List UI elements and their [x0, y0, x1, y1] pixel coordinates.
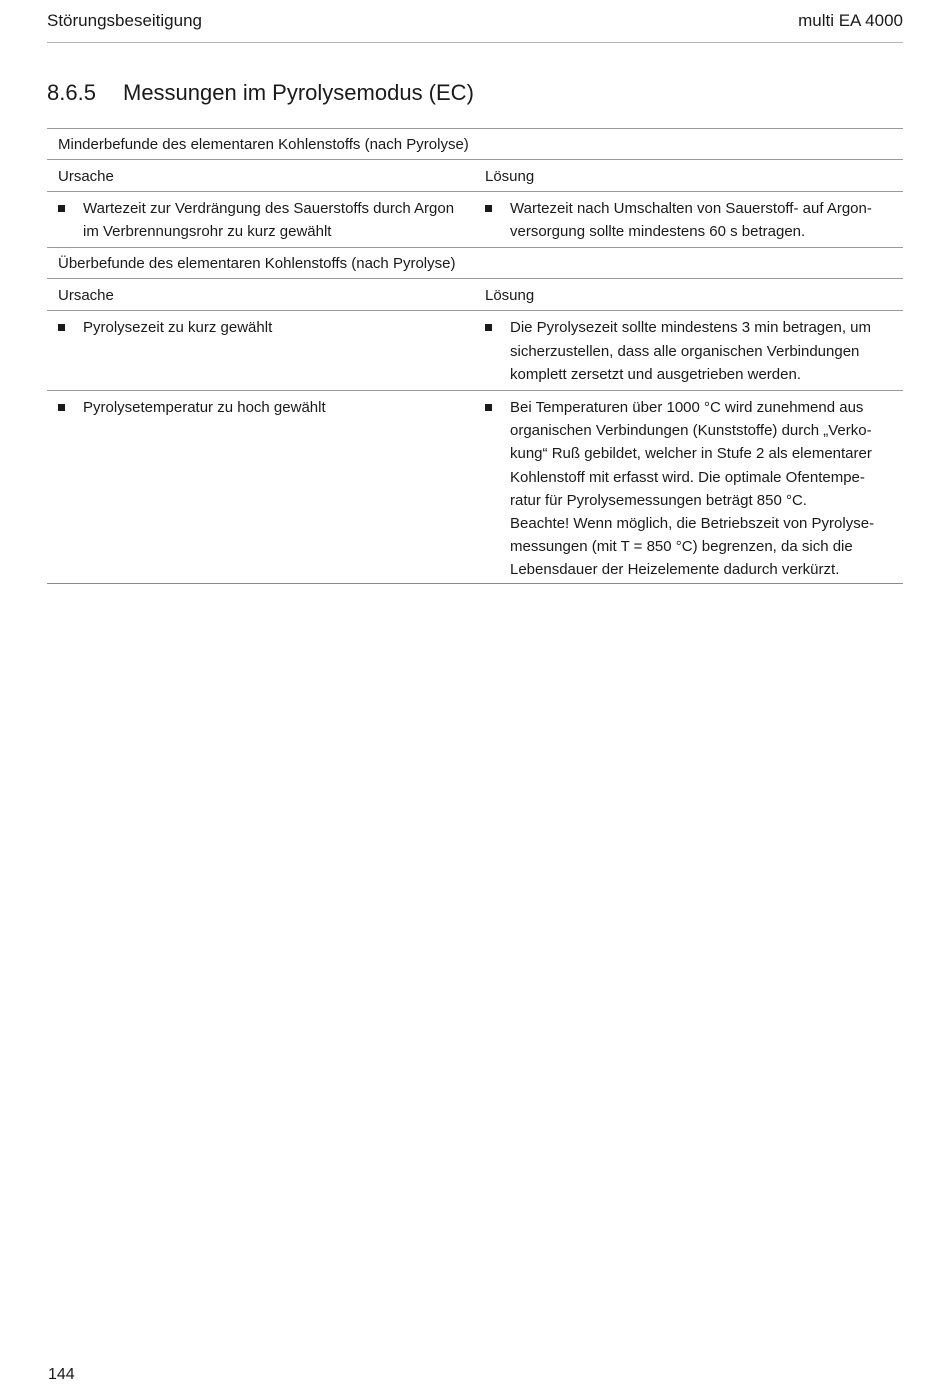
- text-line: Wartezeit nach Umschalten von Sauerstoff- auf Argon-: [510, 200, 872, 217]
- column-header-solution: Lösung: [485, 287, 535, 305]
- solution-cell: [474, 396, 903, 582]
- column-header-cause: Ursache: [58, 168, 114, 185]
- cause-cell: [47, 396, 474, 582]
- text-line: Wartezeit zur Verdrängung des Sauerstoffs durch Argon: [83, 200, 455, 217]
- bullet-icon: [485, 205, 492, 212]
- solution-cell: [474, 197, 903, 243]
- group-heading: Überbefunde des elementaren Kohlenstoffs (nach Pyrolyse): [47, 248, 903, 279]
- column-header-cause: Ursache: [58, 287, 114, 305]
- table-row: [47, 311, 903, 391]
- bullet-icon: [58, 404, 65, 411]
- text-line: sicherzustellen, dass alle organischen Verbindungen: [510, 342, 860, 360]
- text-line: Pyrolysetemperatur zu hoch gewählt: [83, 399, 326, 417]
- bullet-icon: [58, 205, 65, 212]
- bullet-icon: [58, 324, 65, 331]
- section-title: Messungen im Pyrolysemodus (EC): [123, 80, 474, 105]
- text-line: messungen (mit T = 850 °C) begrenzen, da sich die: [510, 538, 853, 556]
- text-line: Bei Temperaturen über 1000 °C wird zunehmend aus: [510, 399, 864, 417]
- bullet-icon: [485, 324, 492, 331]
- table-row: [47, 391, 903, 584]
- cause-cell: [47, 316, 474, 386]
- text-line: Beachte! Wenn möglich, die Betriebszeit von Pyrolyse-: [510, 515, 875, 533]
- troubleshooting-table: [47, 128, 903, 584]
- table-row: [47, 192, 903, 248]
- chapter-title: Störungsbeseitigung: [47, 11, 203, 30]
- page-header: [47, 8, 903, 43]
- text-line: Pyrolysezeit zu kurz gewählt: [83, 319, 273, 337]
- column-header-row: [47, 279, 903, 311]
- cause-cell: [47, 197, 474, 243]
- group-heading: Minderbefunde des elementaren Kohlenstoffs (nach Pyrolyse): [47, 129, 903, 160]
- text-line: Lebensdauer der Heizelemente dadurch verkürzt.: [510, 561, 840, 579]
- section-heading: [47, 80, 474, 106]
- text-line: im Verbrennungsrohr zu kurz gewählt: [83, 223, 332, 241]
- page-number: 144: [48, 1366, 75, 1383]
- text-line: ratur für Pyrolysemessungen beträgt 850 °C.: [510, 491, 807, 509]
- section-number: 8.6.5: [47, 80, 96, 105]
- text-line: kung“ Ruß gebildet, welcher in Stufe 2 als elementarer: [510, 445, 872, 463]
- column-header-solution: Lösung: [485, 168, 535, 185]
- text-line: versorgung sollte mindestens 60 s betragen.: [510, 223, 806, 241]
- column-header-row: [47, 160, 903, 192]
- solution-cell: [474, 316, 903, 386]
- text-line: komplett zersetzt und ausgetrieben werden.: [510, 365, 801, 383]
- text-line: Die Pyrolysezeit sollte mindestens 3 min betragen, um: [510, 319, 871, 337]
- text-line: Kohlenstoff mit erfasst wird. Die optimale Ofentempe-: [510, 468, 865, 486]
- document-title: multi EA 4000: [798, 11, 903, 30]
- bullet-icon: [485, 404, 492, 411]
- text-line: organischen Verbindungen (Kunststoffe) durch „Verko-: [510, 422, 872, 440]
